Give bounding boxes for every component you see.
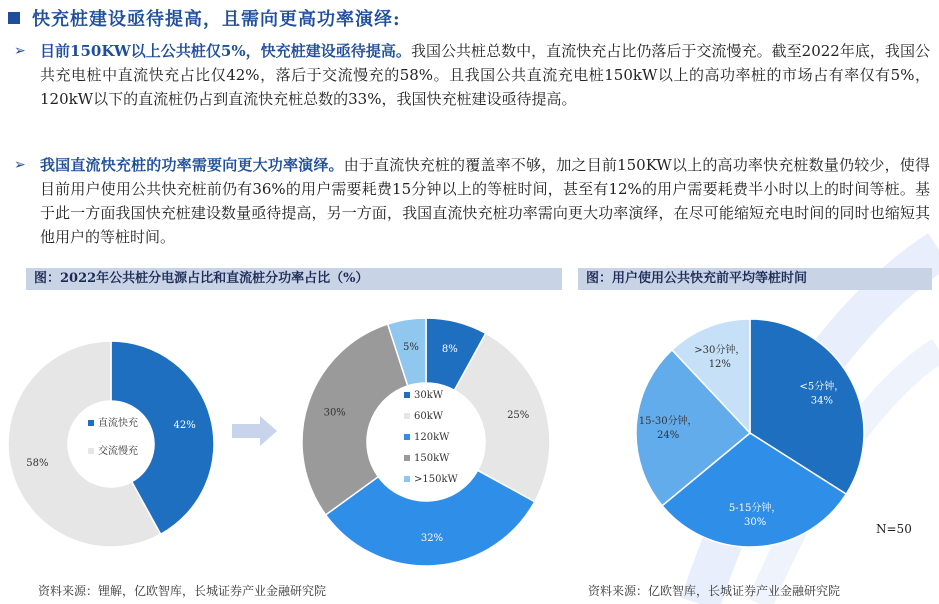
- chart3-data-label: 24%: [657, 429, 680, 441]
- chart2-data-label: 25%: [507, 410, 530, 422]
- chart1-legend-label: 直流快充: [98, 418, 138, 429]
- heading-text: 快充桩建设亟待提高，且需向更高功率演绎:: [32, 9, 401, 30]
- bullet-body: 我国公共桩总数中，直流快充占比仍落后于交流慢充。截至2022年底，我国公共充电桩中直流快充占比仅42%，落后于交流慢充的58%。且我国公共直流充电桩150kW以上的高功率桩的市场占有率仅有5%，120kW以下的直流桩仍占到直流快充桩总数的33%，我国快充桩建设亟待提高。: [40, 42, 930, 108]
- bullet-item: [14, 39, 930, 111]
- figure-title-right: 图：用户使用公共快充前平均等桩时间: [578, 268, 932, 290]
- chart2-legend-swatch: [404, 455, 410, 461]
- chart2-legend-label: 150kW: [414, 453, 450, 464]
- chart3-data-label: 5-15分钟，: [728, 502, 782, 514]
- chart3-data-label: >30分钟，: [694, 344, 746, 356]
- section-heading: [8, 6, 401, 30]
- chart2-legend-swatch: [404, 413, 410, 419]
- arrow-bullet-icon: ➢: [14, 43, 26, 59]
- chart3-data-label: 15-30分钟，: [638, 415, 698, 427]
- chart2-legend-label: 30kW: [414, 390, 444, 401]
- figure-title-left: 图：2022年公共桩分电源占比和直流桩分功率占比（%）: [26, 268, 562, 290]
- chart1-data-label: 42%: [173, 420, 196, 432]
- chart1-legend-label: 交流慢充: [98, 446, 138, 457]
- chart2-data-label: 8%: [441, 344, 458, 356]
- chart2-data-label: 30%: [323, 407, 346, 419]
- chart3-data-label: 34%: [810, 395, 833, 407]
- bullet-body: 由于直流快充桩的覆盖率不够，加之目前150KW以上的高功率快充桩数量仍较少，使得目前用户使用公共快充桩前仍有36%的用户需要耗费15分钟以上的等桩时间，甚至有12%的用户需要耗费半小时以上的时间等桩。基于此一方面我国快充桩建设数量亟待提高，另一方面，我国直流快充桩功率需向更大功率演绎，在尽可能缩短充电时间的同时也缩短其他用户的等桩时间。: [40, 156, 930, 246]
- chart3-data-label: <5分钟，: [799, 381, 845, 393]
- chart2-slice: [302, 324, 408, 515]
- chart1-legend-swatch: [88, 420, 94, 426]
- chart2-legend-swatch: [404, 476, 410, 482]
- chart3-data-label: 30%: [744, 516, 767, 528]
- charts-canvas: [0, 290, 939, 580]
- bullet-lead: 目前150KW以上公共桩仅5%，快充桩建设亟待提高。: [40, 42, 411, 60]
- sample-size-note: N=50: [876, 522, 912, 536]
- chart1-data-label: 58%: [26, 457, 49, 469]
- bullet-lead: 我国直流快充桩的功率需要向更大功率演绎。: [40, 156, 344, 174]
- chart2-legend-swatch: [404, 392, 410, 398]
- chart2-legend-label: >150kW: [414, 474, 458, 485]
- heading-square-icon: [8, 12, 20, 24]
- chart3-data-label: 12%: [708, 358, 731, 370]
- chart2-data-label: 32%: [420, 532, 444, 544]
- figure-source-right: 资料来源：亿欧智库，长城证券产业金融研究院: [588, 584, 841, 598]
- transition-arrow-icon: [232, 416, 277, 446]
- chart2-data-label: 5%: [403, 342, 419, 354]
- bullet-item: [14, 153, 930, 249]
- figure-source-left: 资料来源：锂解，亿欧智库，长城证券产业金融研究院: [38, 584, 327, 598]
- chart2-legend-label: 60kW: [414, 411, 444, 422]
- chart2-legend-label: 120kW: [414, 432, 450, 443]
- chart1-legend-swatch: [88, 448, 94, 454]
- chart2-legend-swatch: [404, 434, 410, 440]
- arrow-bullet-icon: ➢: [14, 157, 26, 173]
